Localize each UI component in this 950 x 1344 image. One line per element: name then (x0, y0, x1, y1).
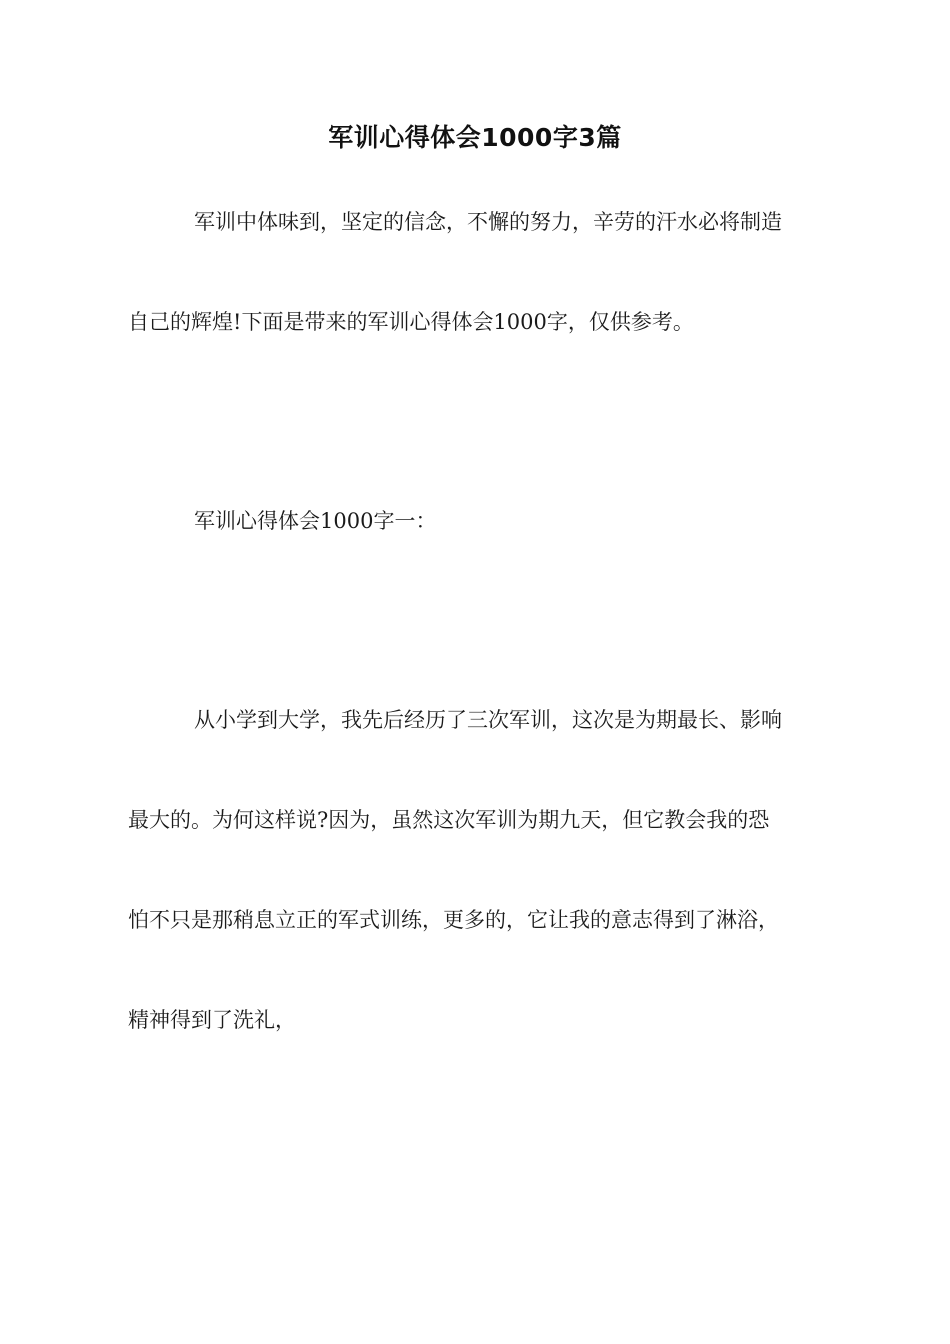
paragraph-body-line-2: 最大的。为何这样说?因为，虽然这次军训为期九天，但它教会我的恐 (128, 808, 770, 832)
paragraph-body-line-1: 从小学到大学，我先后经历了三次军训，这次是为期最长、影响 (194, 708, 782, 732)
paragraph-body-line-4: 精神得到了洗礼， (128, 1008, 296, 1032)
section-heading-1: 军训心得体会1000字一： (194, 509, 437, 533)
paragraph-intro-line-2: 自己的辉煌!下面是带来的军训心得体会1000字，仅供参考。 (128, 310, 694, 334)
paragraph-body-line-3: 怕不只是那稍息立正的军式训练，更多的，它让我的意志得到了淋浴， (128, 908, 779, 932)
document-title: 军训心得体会1000字3篇 (328, 123, 622, 152)
paragraph-intro-line-1: 军训中体味到，坚定的信念，不懈的努力，辛劳的汗水必将制造 (194, 210, 782, 234)
